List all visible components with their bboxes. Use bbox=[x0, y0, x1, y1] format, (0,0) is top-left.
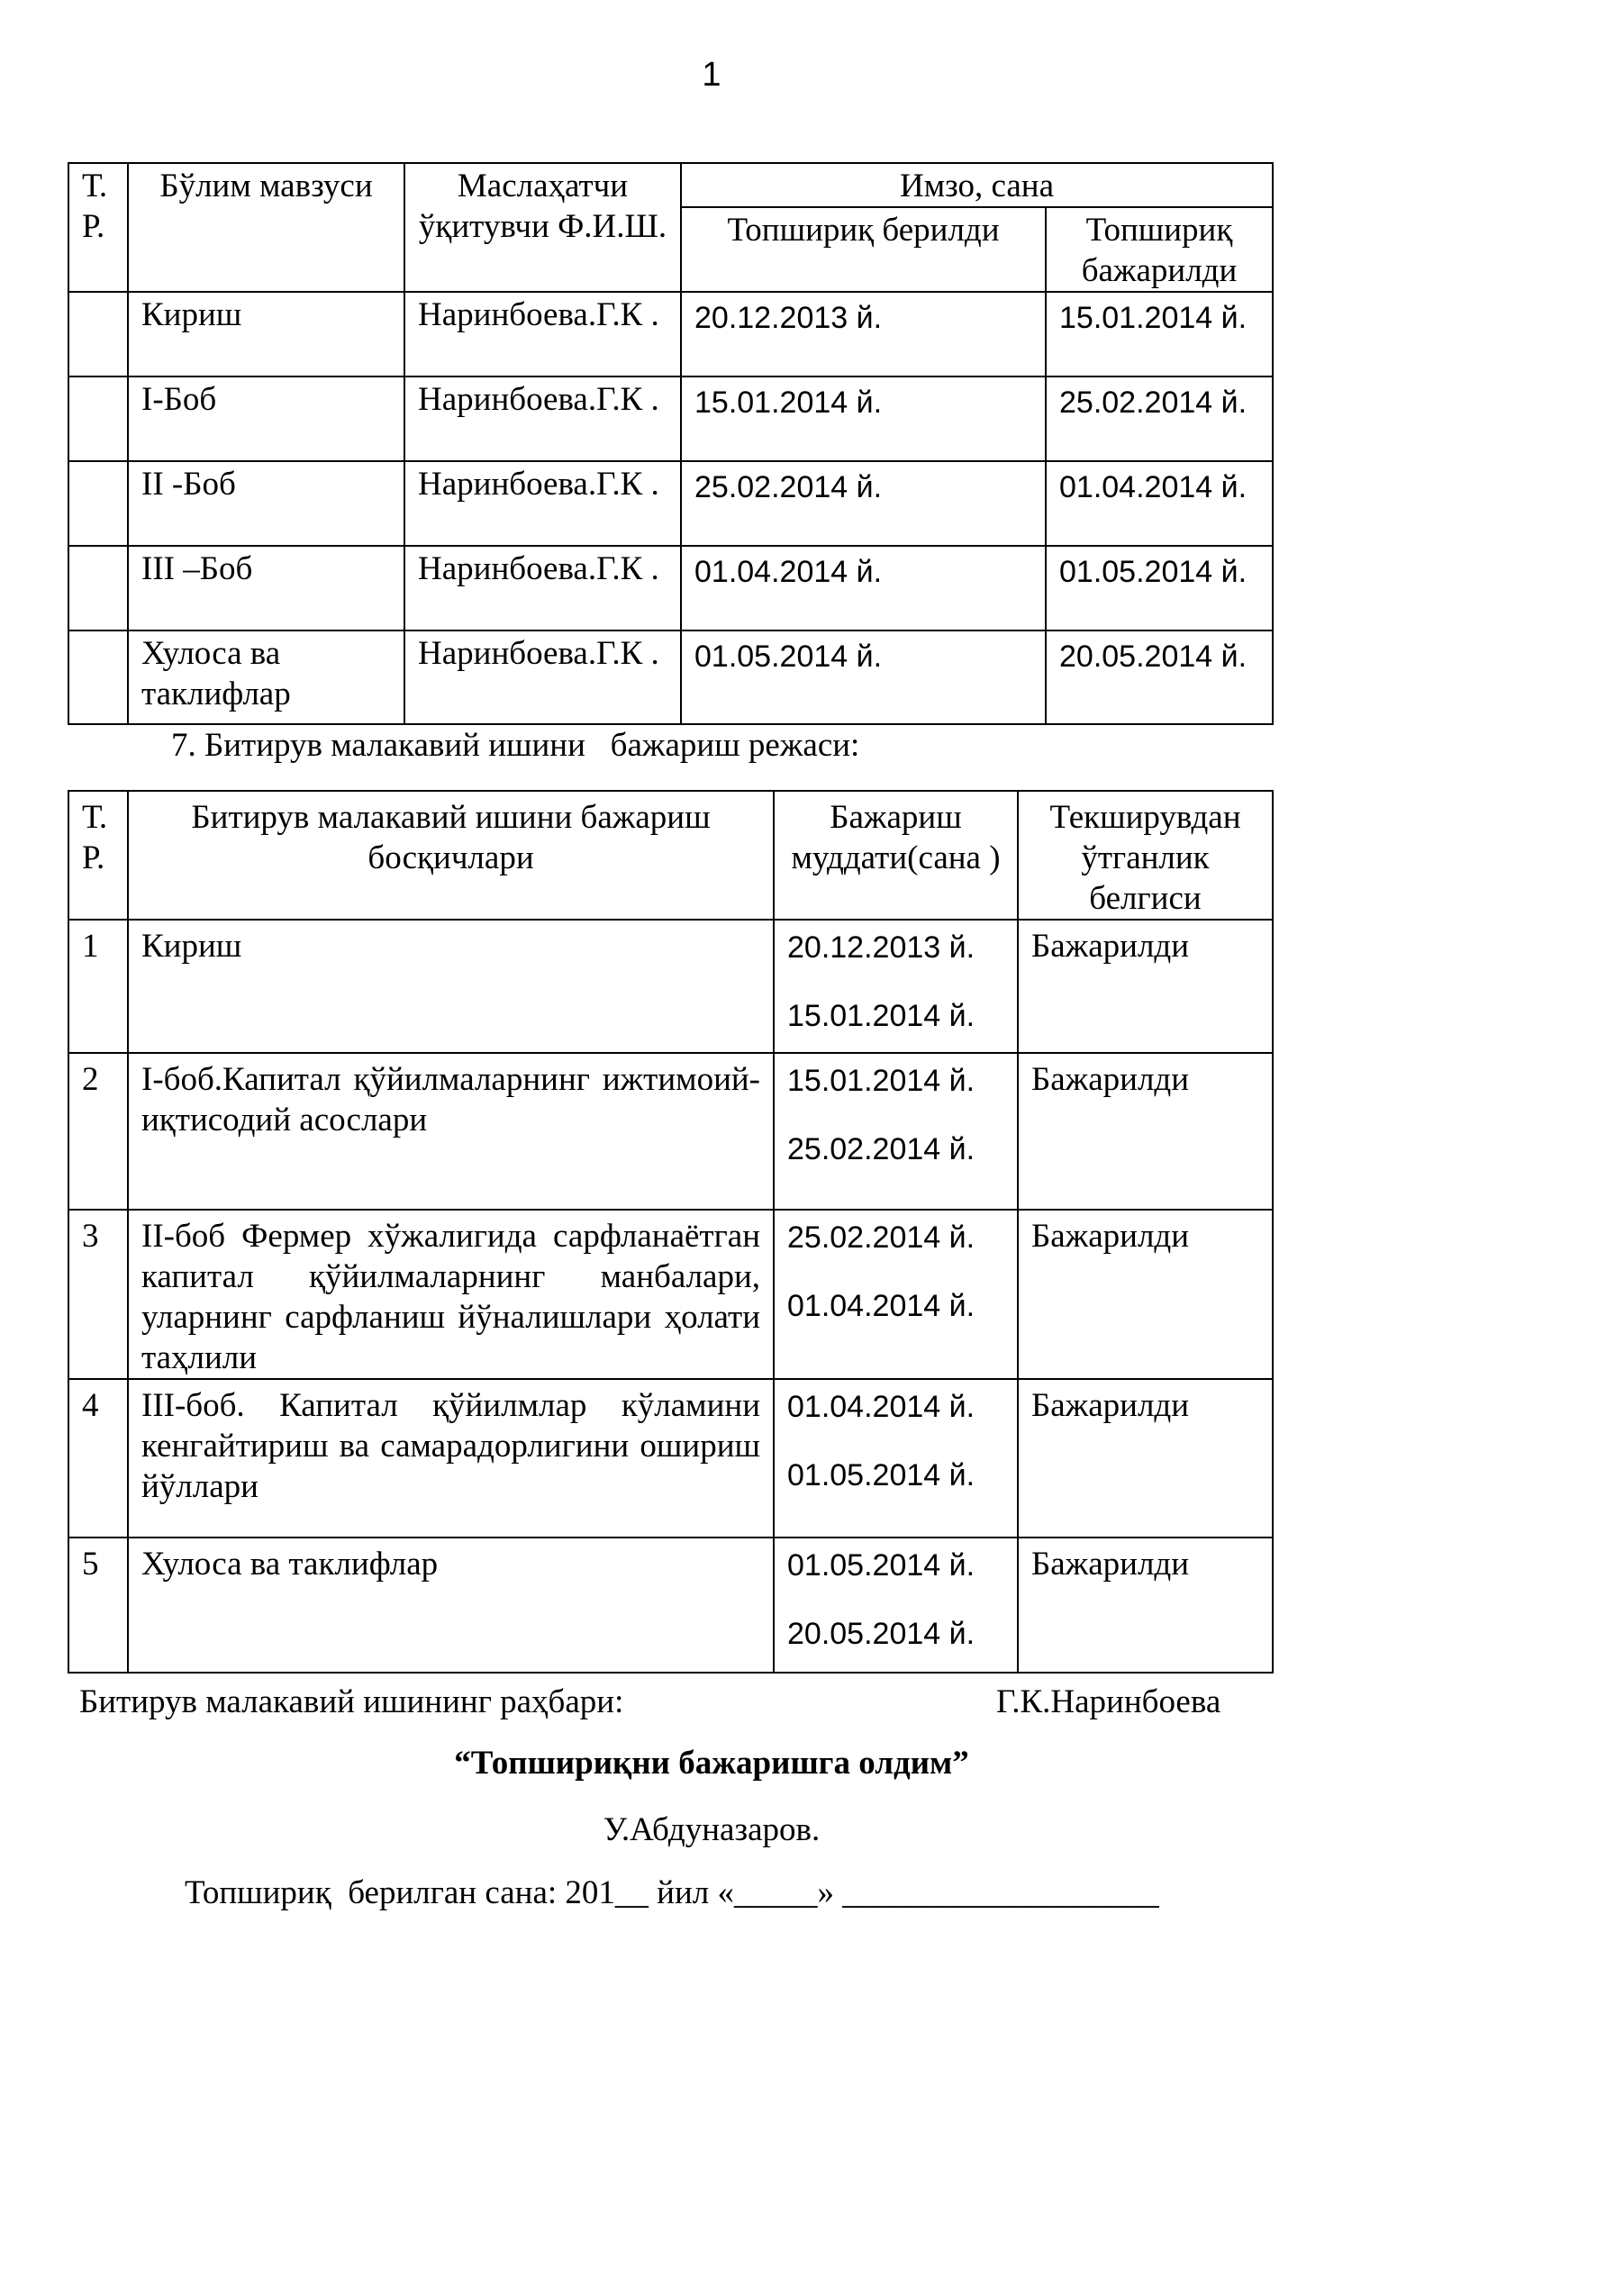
deadline-to: 25.02.2014 й. bbox=[787, 1132, 975, 1166]
row-task-done: 01.04.2014 й. bbox=[1046, 461, 1273, 546]
header-topic: Бўлим мавзуси bbox=[128, 163, 404, 292]
deadline-from: 01.04.2014 й. bbox=[787, 1390, 975, 1424]
row-stage: II-боб Фермер хўжалигида сарфланаётган капитал қўйилмаларнинг манбалари, уларнинг сарфланиш йўналишлари ҳолати таҳлили bbox=[128, 1210, 774, 1379]
header-deadline: Бажариш муддати(сана ) bbox=[774, 791, 1018, 920]
deadline-to: 01.05.2014 й. bbox=[787, 1458, 975, 1492]
page-number: 1 bbox=[702, 56, 721, 94]
row-topic: II -Боб bbox=[128, 461, 404, 546]
row-status: Бажарилди bbox=[1018, 1538, 1273, 1673]
deadline-from: 25.02.2014 й. bbox=[787, 1220, 975, 1255]
row-status: Бажарилди bbox=[1018, 920, 1273, 1053]
row-topic: Хулоса ва таклифлар bbox=[128, 630, 404, 724]
row-advisor: Наринбоева.Г.К . bbox=[404, 376, 681, 461]
row-num bbox=[68, 546, 128, 630]
row-deadline bbox=[774, 1379, 1018, 1538]
deadline-to: 01.04.2014 й. bbox=[787, 1289, 975, 1323]
row-status: Бажарилди bbox=[1018, 1379, 1273, 1538]
row-num bbox=[68, 630, 128, 724]
table-row bbox=[68, 1053, 1273, 1210]
header-checked: Текширувдан ўтганлик белгиси bbox=[1018, 791, 1273, 920]
row-num: 1 bbox=[68, 920, 128, 1053]
row-num bbox=[68, 376, 128, 461]
row-task-done: 25.02.2014 й. bbox=[1046, 376, 1273, 461]
table-header-row bbox=[68, 163, 1273, 207]
row-topic: Кириш bbox=[128, 292, 404, 376]
deadline-to: 20.05.2014 й. bbox=[787, 1617, 975, 1651]
header-signature-date: Имзо, сана bbox=[681, 163, 1273, 207]
row-status: Бажарилди bbox=[1018, 1210, 1273, 1379]
header-task-done: Топшириқ бажарилди bbox=[1046, 207, 1273, 292]
row-task-given: 01.05.2014 й. bbox=[681, 630, 1046, 724]
row-deadline bbox=[774, 1210, 1018, 1379]
advisor-schedule-table bbox=[68, 162, 1274, 725]
deadline-from: 20.12.2013 й. bbox=[787, 930, 975, 965]
row-num: 5 bbox=[68, 1538, 128, 1673]
row-deadline bbox=[774, 920, 1018, 1053]
row-status: Бажарилди bbox=[1018, 1053, 1273, 1210]
table-row bbox=[68, 1379, 1273, 1538]
table-row bbox=[68, 292, 1273, 376]
row-stage: III-боб. Капитал қўйилмлар кўламини кенгайтириш ва самарадорлигини ошириш йўллари bbox=[128, 1379, 774, 1538]
table-header-row bbox=[68, 791, 1273, 920]
row-num: 2 bbox=[68, 1053, 128, 1210]
row-num: 3 bbox=[68, 1210, 128, 1379]
row-stage: Кириш bbox=[128, 920, 774, 1053]
table-row bbox=[68, 1210, 1273, 1379]
acceptance-title: “Топшириқни бажаришга олдим” bbox=[454, 1745, 969, 1782]
deadline-from: 01.05.2014 й. bbox=[787, 1548, 975, 1583]
row-advisor: Наринбоева.Г.К . bbox=[404, 546, 681, 630]
row-advisor: Наринбоева.Г.К . bbox=[404, 630, 681, 724]
row-deadline bbox=[774, 1538, 1018, 1673]
table-row bbox=[68, 546, 1273, 630]
row-task-given: 15.01.2014 й. bbox=[681, 376, 1046, 461]
row-num: 4 bbox=[68, 1379, 128, 1538]
row-stage: Хулоса ва таклифлар bbox=[128, 1538, 774, 1673]
row-advisor: Наринбоева.Г.К . bbox=[404, 461, 681, 546]
row-task-done: 15.01.2014 й. bbox=[1046, 292, 1273, 376]
task-given-date-line: Топшириқ берилган сана: 201__ йил «_____» ___________________ bbox=[185, 1874, 1159, 1911]
row-topic: III –Боб bbox=[128, 546, 404, 630]
deadline-to: 15.01.2014 й. bbox=[787, 999, 975, 1033]
header-task-given: Топшириқ берилди bbox=[681, 207, 1046, 292]
supervisor-name: Г.К.Наринбоева bbox=[996, 1683, 1221, 1720]
supervisor-label: Битирув малакавий ишининг раҳбари: bbox=[79, 1683, 624, 1720]
student-name: У.Абдуназаров. bbox=[603, 1811, 821, 1848]
row-task-done: 20.05.2014 й. bbox=[1046, 630, 1273, 724]
header-advisor: Маслаҳатчи ўқитувчи Ф.И.Ш. bbox=[404, 163, 681, 292]
row-task-done: 01.05.2014 й. bbox=[1046, 546, 1273, 630]
row-stage: I-боб.Капитал қўйилмаларнинг ижтимоий-иқтисодий асослари bbox=[128, 1053, 774, 1210]
row-task-given: 20.12.2013 й. bbox=[681, 292, 1046, 376]
table-row bbox=[68, 461, 1273, 546]
row-advisor: Наринбоева.Г.К . bbox=[404, 292, 681, 376]
row-task-given: 25.02.2014 й. bbox=[681, 461, 1046, 546]
table-row bbox=[68, 1538, 1273, 1673]
row-num bbox=[68, 292, 128, 376]
work-plan-table bbox=[68, 790, 1274, 1674]
header-num: Т. Р. bbox=[68, 163, 128, 292]
table-row bbox=[68, 376, 1273, 461]
row-deadline bbox=[774, 1053, 1018, 1210]
header-stages: Битирув малакавий ишини бажариш босқичлари bbox=[128, 791, 774, 920]
section-heading: 7. Битирув малакавий ишини бажариш режаси: bbox=[171, 727, 860, 764]
header-num: Т. Р. bbox=[68, 791, 128, 920]
row-task-given: 01.04.2014 й. bbox=[681, 546, 1046, 630]
deadline-from: 15.01.2014 й. bbox=[787, 1064, 975, 1098]
table-row bbox=[68, 630, 1273, 724]
row-topic: I-Боб bbox=[128, 376, 404, 461]
supervisor-line bbox=[79, 1683, 1241, 1721]
table-row bbox=[68, 920, 1273, 1053]
row-num bbox=[68, 461, 128, 546]
